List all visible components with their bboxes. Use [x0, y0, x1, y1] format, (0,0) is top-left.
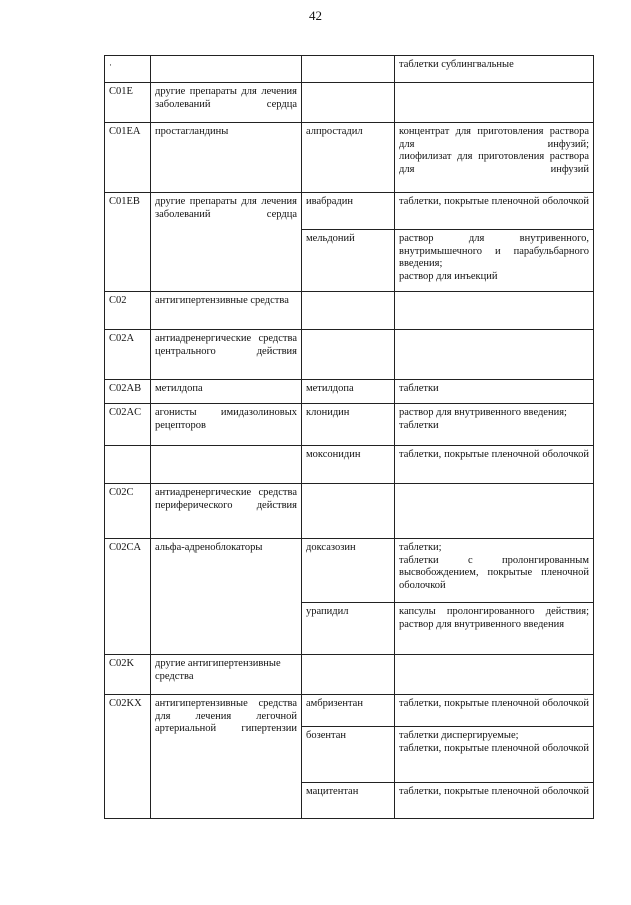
drug-cell — [302, 83, 395, 123]
atc-code-cell: C02CA — [105, 539, 151, 655]
group-cell: альфа-адреноблокаторы — [151, 539, 302, 655]
forms-cell: раствор для внутривенного, внутримышечного и парабульбарного введения; раствор для инъекций — [395, 230, 594, 292]
table-row — [105, 83, 594, 123]
forms-cell: таблетки, покрытые пленочной оболочкой — [395, 695, 594, 727]
drug-cell: бозентан — [302, 727, 395, 783]
atc-code-cell — [105, 446, 151, 484]
page-number: 42 — [309, 8, 322, 23]
group-cell: агонисты имидазолиновых рецепторов — [151, 404, 302, 446]
atc-code-cell: C01EA — [105, 123, 151, 193]
table-row — [105, 446, 594, 484]
atc-code-cell: C01E — [105, 83, 151, 123]
table-row — [105, 292, 594, 330]
group-cell: антиадренергические средства периферического действия — [151, 484, 302, 539]
forms-cell: таблетки, покрытые пленочной оболочкой — [395, 446, 594, 484]
drug-cell — [302, 655, 395, 695]
forms-cell — [395, 484, 594, 539]
atc-code-cell: C02AC — [105, 404, 151, 446]
table-row — [105, 404, 594, 446]
drug-cell: мельдоний — [302, 230, 395, 292]
drug-cell: алпростадил — [302, 123, 395, 193]
atc-code-cell: C02KX — [105, 695, 151, 819]
forms-cell: таблетки; таблетки с пролонгированным высвобождением, покрытые пленочной оболочкой — [395, 539, 594, 603]
forms-cell: концентрат для приготовления раствора для инфузий; лиофилизат для приготовления раствора для инфузий — [395, 123, 594, 193]
atc-code-cell: C02K — [105, 655, 151, 695]
atc-code-cell: · — [105, 56, 151, 83]
table-row — [105, 330, 594, 380]
atc-code-cell: C01EB — [105, 193, 151, 292]
forms-cell — [395, 83, 594, 123]
drug-cell — [302, 292, 395, 330]
table-row — [105, 380, 594, 404]
table-row — [105, 484, 594, 539]
table-row — [105, 193, 594, 230]
forms-cell — [395, 655, 594, 695]
atc-code-cell: C02 — [105, 292, 151, 330]
drug-cell — [302, 484, 395, 539]
group-cell: простагландины — [151, 123, 302, 193]
group-cell: другие препараты для лечения заболеваний сердца — [151, 83, 302, 123]
drug-cell — [302, 330, 395, 380]
group-cell: другие антигипертензивные средства — [151, 655, 302, 695]
group-cell: антигипертензивные средства для лечения легочной артериальной гипертензии — [151, 695, 302, 819]
group-cell: другие препараты для лечения заболеваний сердца — [151, 193, 302, 292]
group-cell — [151, 446, 302, 484]
drug-cell: урапидил — [302, 603, 395, 655]
forms-cell: таблетки, покрытые пленочной оболочкой — [395, 783, 594, 819]
group-cell: метилдопа — [151, 380, 302, 404]
table-row — [105, 695, 594, 727]
drug-classification-table — [104, 55, 594, 819]
forms-cell: таблетки — [395, 380, 594, 404]
group-cell: антиадренергические средства центрального действия — [151, 330, 302, 380]
group-cell: антигипертензивные средства — [151, 292, 302, 330]
drug-cell — [302, 56, 395, 83]
drug-cell: доксазозин — [302, 539, 395, 603]
table-row — [105, 123, 594, 193]
atc-code-cell: C02A — [105, 330, 151, 380]
atc-code-cell: C02C — [105, 484, 151, 539]
forms-cell — [395, 292, 594, 330]
drug-cell: ивабрадин — [302, 193, 395, 230]
atc-code-cell: C02AB — [105, 380, 151, 404]
forms-cell: капсулы пролонгированного действия; раствор для внутривенного введения — [395, 603, 594, 655]
drug-cell: амбризентан — [302, 695, 395, 727]
forms-cell: таблетки, покрытые пленочной оболочкой — [395, 193, 594, 230]
drug-cell: моксонидин — [302, 446, 395, 484]
forms-cell: таблетки диспергируемые; таблетки, покрытые пленочной оболочкой — [395, 727, 594, 783]
table-row — [105, 56, 594, 83]
table-row — [105, 655, 594, 695]
drug-cell: метилдопа — [302, 380, 395, 404]
forms-cell: раствор для внутривенного введения; таблетки — [395, 404, 594, 446]
table-row — [105, 539, 594, 603]
group-cell — [151, 56, 302, 83]
forms-cell — [395, 330, 594, 380]
drug-cell: мацитентан — [302, 783, 395, 819]
forms-cell: таблетки сублингвальные — [395, 56, 594, 83]
drug-cell: клонидин — [302, 404, 395, 446]
